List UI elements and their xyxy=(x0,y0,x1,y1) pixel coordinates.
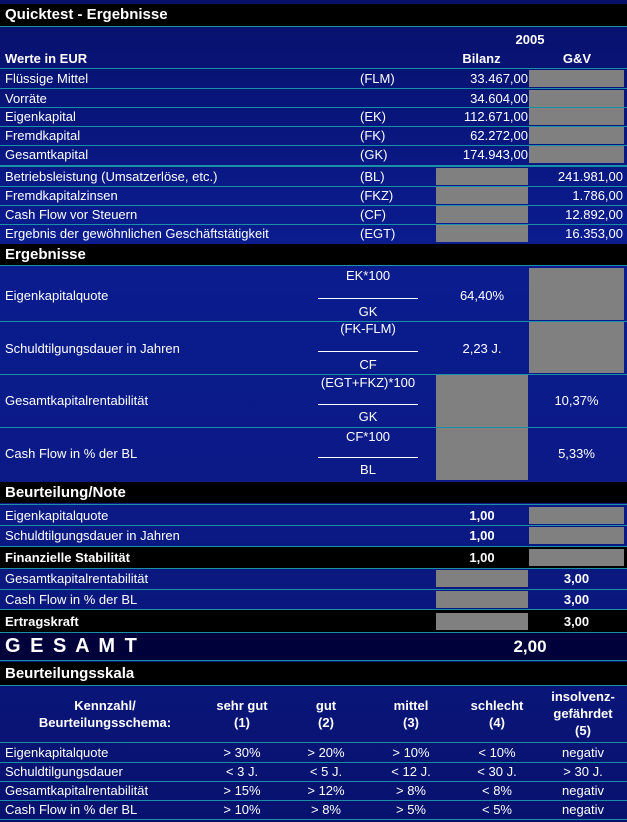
skala-cell: < 5 J. xyxy=(309,764,343,779)
note-row xyxy=(0,590,627,609)
skala-cell: < 3 J. xyxy=(225,764,259,779)
note-bilanz: 1,00 xyxy=(469,528,495,543)
row-label: Eigenkapital xyxy=(5,109,76,124)
ergebnisse-header xyxy=(0,244,627,265)
formula-denominator: GK xyxy=(358,409,378,424)
row-label: Flüssige Mittel xyxy=(5,71,89,86)
formula xyxy=(310,375,426,427)
skala-cell: > 20% xyxy=(307,745,345,760)
row-value: 33.467,00 xyxy=(470,71,528,86)
row-value: 112.671,00 xyxy=(463,109,528,124)
skala-cell: negativ xyxy=(562,783,604,798)
table-row xyxy=(0,89,627,108)
skala-row xyxy=(0,743,627,762)
row-abbr: (GK) xyxy=(360,147,388,162)
skala-column-headers xyxy=(0,686,627,742)
skala-head-3 xyxy=(368,697,454,731)
skala-cell: < 5% xyxy=(482,802,512,817)
col-bilanz-header: Bilanz xyxy=(462,51,501,66)
row-label: Gesamtkapitalrentabilität xyxy=(5,393,149,408)
row-value: 62.272,00 xyxy=(470,128,528,143)
skala-cell: > 30% xyxy=(223,745,261,760)
note-row-total xyxy=(0,612,627,631)
row-value: 1.786,00 xyxy=(572,188,623,203)
gesamt-value: 2,00 xyxy=(513,637,547,656)
skala-cell: > 10% xyxy=(392,745,430,760)
row-abbr: (EK) xyxy=(360,109,386,124)
skala-head-1-line1: sehr gut xyxy=(216,698,268,713)
result-guv: 10,37% xyxy=(554,393,599,408)
skala-head-5-line3: (5) xyxy=(575,723,591,738)
note-bilanz: 1,00 xyxy=(469,508,495,523)
skala-cell: < 30 J. xyxy=(477,764,517,779)
row-label: Vorräte xyxy=(5,91,47,106)
beurteilung-title: Beurteilung/Note xyxy=(5,484,126,501)
skala-cell: > 15% xyxy=(223,783,261,798)
skala-row xyxy=(0,762,627,781)
row-label: Schuldtilgungsdauer xyxy=(5,764,123,779)
row-label: Schuldtilgungsdauer in Jahren xyxy=(5,341,180,356)
row-label: Eigenkapitalquote xyxy=(5,288,109,303)
skala-head-4-line1: schlecht xyxy=(470,698,524,713)
skala-head-5 xyxy=(540,688,626,739)
formula-numerator: EK*100 xyxy=(345,268,391,283)
row-label: Cash Flow vor Steuern xyxy=(5,207,138,222)
values-label: Werte in EUR xyxy=(5,51,88,66)
note-bilanz: 1,00 xyxy=(469,550,495,565)
skala-row xyxy=(0,781,627,800)
ergebnisse-title: Ergebnisse xyxy=(5,246,86,263)
row-label: Schuldtilgungsdauer in Jahren xyxy=(5,528,180,543)
row-label: Betriebsleistung (Umsatzerlöse, etc.) xyxy=(5,169,218,184)
row-abbr: (BL) xyxy=(360,169,385,184)
note-row xyxy=(0,506,627,525)
gesamt-label: G E S A M T xyxy=(5,635,139,657)
table-row xyxy=(0,205,627,224)
beurteilung-header xyxy=(0,482,627,503)
skala-head-3-line1: mittel xyxy=(393,698,429,713)
skala-head-2-line1: gut xyxy=(315,698,337,713)
row-label: Eigenkapitalquote xyxy=(5,745,109,760)
skala-cell: negativ xyxy=(562,802,604,817)
note-guv: 3,00 xyxy=(563,614,590,629)
skala-cell: > 30 J. xyxy=(563,764,603,779)
note-guv: 3,00 xyxy=(563,571,590,586)
row-value: 12.892,00 xyxy=(565,207,623,222)
skala-head-4-line2: (4) xyxy=(489,715,505,730)
row-label: Cash Flow in % der BL xyxy=(5,592,138,607)
skala-cell: > 8% xyxy=(396,783,426,798)
skala-head-kennzahl-line1: Kennzahl/ xyxy=(74,698,136,713)
skala-head-kennzahl xyxy=(0,697,210,731)
formula-denominator: GK xyxy=(358,304,378,319)
row-label: Cash Flow in % der BL xyxy=(5,446,138,461)
gesamt-row xyxy=(0,633,627,660)
note-guv: 3,00 xyxy=(563,592,590,607)
table-row xyxy=(0,167,627,186)
sheet-title xyxy=(0,4,627,26)
col-guv-header: G&V xyxy=(562,51,592,66)
row-label: Finanzielle Stabilität xyxy=(5,550,130,565)
skala-cell: > 10% xyxy=(223,802,261,817)
formula-numerator: (FK-FLM) xyxy=(340,321,396,336)
row-label: Eigenkapitalquote xyxy=(5,508,109,523)
skala-cell: negativ xyxy=(562,745,604,760)
table-row xyxy=(0,107,627,126)
skala-head-kennzahl-line2: Beurteilungsschema: xyxy=(38,715,172,730)
row-label: Gesamtkapitalrentabilität xyxy=(5,783,149,798)
skala-cell: > 12% xyxy=(307,783,345,798)
skala-head-1 xyxy=(200,697,284,731)
row-label: Gesamtkapital xyxy=(5,147,89,162)
table-row xyxy=(0,126,627,145)
row-value: 16.353,00 xyxy=(565,226,623,241)
row-abbr: (FKZ) xyxy=(360,188,394,203)
skala-row xyxy=(0,800,627,819)
table-row xyxy=(0,69,627,88)
row-label: Fremdkapitalzinsen xyxy=(5,188,118,203)
formula-numerator: CF*100 xyxy=(345,429,391,444)
skala-head-2 xyxy=(284,697,368,731)
result-bilanz: 64,40% xyxy=(459,288,505,303)
row-value: 241.981,00 xyxy=(557,169,623,184)
skala-cell: < 8% xyxy=(482,783,512,798)
sheet-title-text: Quicktest - Ergebnisse xyxy=(5,6,168,23)
skala-head-4 xyxy=(454,697,540,731)
formula-denominator: CF xyxy=(359,357,377,372)
year-label: 2005 xyxy=(515,32,545,47)
note-row xyxy=(0,569,627,588)
row-abbr: (FK) xyxy=(360,128,386,143)
skala-header xyxy=(0,662,627,685)
skala-cell: > 5% xyxy=(396,802,426,817)
skala-head-2-line2: (2) xyxy=(318,715,334,730)
skala-cell: > 8% xyxy=(311,802,341,817)
table-row xyxy=(0,145,627,164)
skala-head-3-line2: (3) xyxy=(403,715,419,730)
formula-numerator: (EGT+FKZ)*100 xyxy=(320,375,416,390)
skala-cell: < 10% xyxy=(478,745,516,760)
skala-title: Beurteilungsskala xyxy=(5,665,135,682)
result-bilanz: 2,23 J. xyxy=(462,341,502,356)
row-abbr: (EGT) xyxy=(360,226,396,241)
row-abbr: (CF) xyxy=(360,207,386,222)
row-label: Gesamtkapitalrentabilität xyxy=(5,571,149,586)
row-label: Ergebnis der gewöhnlichen Geschäftstätigkeit xyxy=(5,226,269,241)
row-label: Fremdkapital xyxy=(5,128,81,143)
note-row xyxy=(0,526,627,545)
row-label: Cash Flow in % der BL xyxy=(5,802,138,817)
table-row xyxy=(0,224,627,243)
skala-head-5-line1: insolvenz- xyxy=(551,689,615,704)
formula xyxy=(318,321,418,373)
row-abbr: (FLM) xyxy=(360,71,395,86)
formula xyxy=(318,429,418,481)
row-label: Ertragskraft xyxy=(5,614,79,629)
formula xyxy=(318,268,418,320)
skala-head-1-line2: (1) xyxy=(234,715,250,730)
row-value: 174.943,00 xyxy=(462,147,528,162)
formula-denominator: BL xyxy=(360,462,376,477)
result-guv: 5,33% xyxy=(558,446,595,461)
skala-head-5-line2: gefährdet xyxy=(553,706,613,721)
skala-cell: < 12 J. xyxy=(391,764,431,779)
note-row-total xyxy=(0,548,627,567)
row-value: 34.604,00 xyxy=(470,91,528,106)
table-row xyxy=(0,186,627,205)
